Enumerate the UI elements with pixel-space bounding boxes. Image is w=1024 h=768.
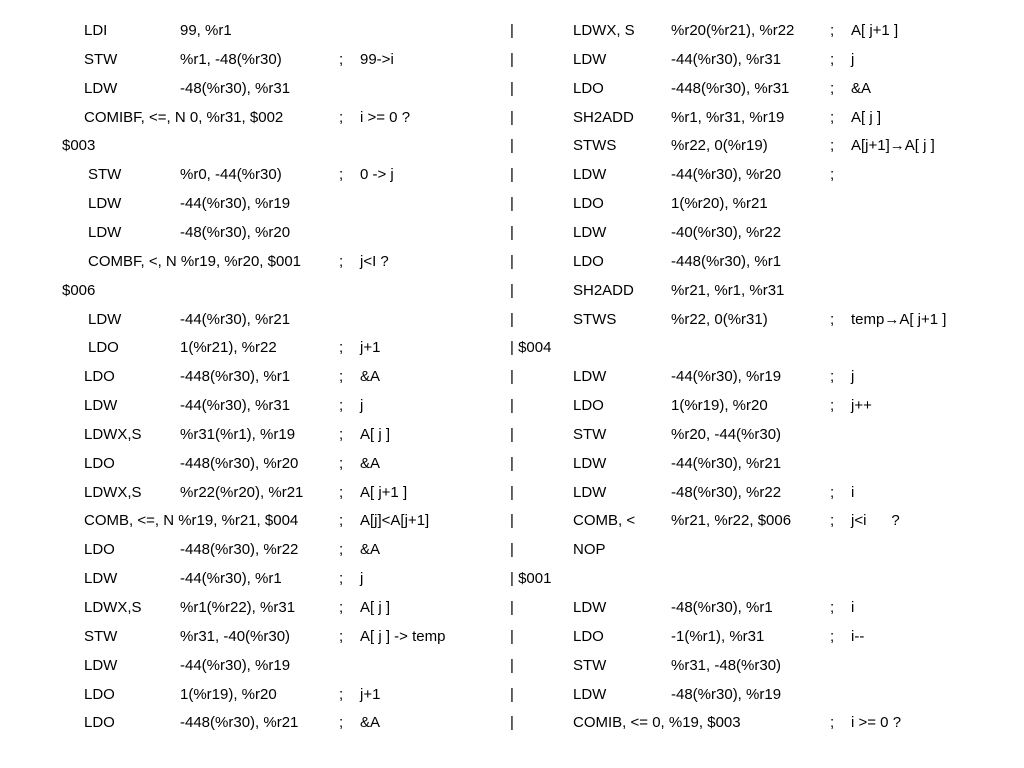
listing-row: [0, 338, 1024, 358]
operands: %r1, -48(%r30): [180, 50, 282, 68]
opcode: STWS: [573, 137, 617, 155]
comment-separator: ;: [830, 310, 835, 328]
opcode: NOP: [573, 541, 606, 559]
comment-separator: ;: [830, 714, 835, 732]
opcode: LDW: [84, 570, 118, 588]
label: $003: [62, 137, 96, 155]
opcode: LDWX,S: [84, 483, 142, 501]
column-separator: |: [510, 79, 514, 97]
listing-row: [0, 685, 1024, 705]
comment: j++: [851, 397, 872, 415]
opcode: STW: [84, 627, 118, 645]
operands: -44(%r30), %r31: [671, 50, 782, 68]
operands: %r1, %r31, %r19: [671, 108, 785, 126]
operands: %r22, 0(%r19): [671, 137, 768, 155]
column-separator: |: [510, 397, 514, 415]
column-separator: |: [510, 50, 514, 68]
opcode: LDW: [573, 368, 607, 386]
opcode: LDW: [573, 483, 607, 501]
operands: -44(%r30), %r20: [671, 166, 782, 184]
operands: -448(%r30), %r1: [180, 368, 291, 386]
comment-separator: ;: [830, 79, 835, 97]
operands: -48(%r30), %r31: [180, 79, 291, 97]
comment: &A: [360, 714, 381, 732]
opcode: LDO: [84, 685, 115, 703]
comment: A[j+1]→A[ j ]: [851, 137, 935, 155]
operands: %r31(%r1), %r19: [180, 425, 296, 443]
comment: A[ j ]: [851, 108, 882, 126]
operands: %r1(%r22), %r31: [180, 599, 296, 616]
comment-separator: ;: [339, 454, 344, 472]
column-separator: |: [510, 368, 514, 386]
operands: 99, %r1: [180, 22, 232, 39]
column-separator: |: [510, 685, 514, 703]
comment-separator: ;: [339, 368, 344, 386]
opcode: COMB, <: [573, 512, 636, 530]
comment: A[ j ] -> temp: [360, 627, 446, 645]
operands: 1(%r21), %r22: [180, 339, 277, 357]
comment-separator: ;: [339, 570, 344, 588]
comment: A[ j+1 ]: [851, 22, 899, 39]
comment-separator: ;: [830, 166, 835, 184]
operands: -44(%r30), %r19: [180, 195, 291, 213]
operands: %r20, -44(%r30): [671, 425, 782, 443]
column-separator: |: [510, 425, 514, 443]
operands: %r21, %r22, $006: [671, 512, 792, 530]
comment-separator: ;: [830, 50, 835, 68]
comment: &A: [360, 541, 381, 559]
comment-separator: ;: [830, 368, 835, 386]
label: $006: [62, 281, 96, 299]
opcode: LDO: [573, 195, 604, 213]
operands: %r20(%r21), %r22: [671, 22, 795, 39]
comment: i >= 0 ?: [360, 108, 411, 126]
opcode: LDWX,S: [84, 599, 142, 616]
opcode: SH2ADD: [573, 281, 634, 299]
listing-row: [0, 454, 1024, 474]
opcode: LDW: [84, 656, 118, 674]
comment: j: [360, 397, 364, 415]
comment-separator: ;: [830, 397, 835, 415]
operands: -44(%r30), %r1: [180, 570, 282, 588]
column-separator: |: [510, 108, 514, 126]
opcode: LDO: [573, 627, 604, 645]
operands: %r31, -48(%r30): [671, 656, 782, 674]
opcode: LDW: [84, 397, 118, 415]
comment-separator: ;: [339, 50, 344, 68]
listing-row: [0, 656, 1024, 676]
comment-separator: ;: [339, 252, 344, 270]
listing-row: [0, 21, 1024, 41]
comment-separator: ;: [339, 108, 344, 126]
comment: &A: [360, 454, 381, 472]
column-separator: |: [510, 22, 514, 39]
listing-row: [0, 425, 1024, 445]
comment-separator: ;: [830, 627, 835, 645]
comment: j: [360, 570, 364, 588]
opcode: LDO: [84, 541, 115, 559]
comment: i >= 0 ?: [851, 714, 902, 732]
opcode: LDO: [84, 714, 115, 732]
opcode: LDW: [84, 79, 118, 97]
opcode: LDI: [84, 22, 108, 39]
comment-separator: ;: [339, 339, 344, 357]
opcode: LDW: [88, 195, 122, 213]
operands: -44(%r30), %r19: [671, 368, 782, 386]
column-separator: |: [510, 656, 514, 674]
opcode: LDW: [573, 599, 607, 616]
operands: %r22(%r20), %r21: [180, 483, 304, 501]
listing-row: [0, 713, 1024, 733]
column-separator: | $004: [510, 339, 552, 357]
column-separator: |: [510, 281, 514, 299]
column-separator: |: [510, 137, 514, 155]
operands: -48(%r30), %r19: [671, 685, 782, 703]
opcode: LDO: [84, 454, 115, 472]
opcode: LDWX,S: [84, 425, 142, 443]
operands: %r22, 0(%r31): [671, 310, 768, 328]
opcode: STW: [84, 50, 118, 68]
operands: -48(%r30), %r22: [671, 483, 782, 501]
comment: A[ j ]: [360, 599, 391, 616]
comment-separator: ;: [339, 483, 344, 501]
opcode: COMBF, <, N %r19, %r20, $001: [88, 252, 302, 270]
comment-separator: ;: [339, 397, 344, 415]
comment: &A: [360, 368, 381, 386]
comment: j: [851, 50, 855, 68]
operands: -40(%r30), %r22: [671, 223, 782, 241]
operands: -448(%r30), %r22: [180, 541, 299, 559]
opcode: LDW: [573, 223, 607, 241]
comment-separator: ;: [339, 425, 344, 443]
listing-row: [0, 165, 1024, 185]
comment-separator: ;: [830, 512, 835, 530]
column-separator: | $001: [510, 570, 552, 588]
listing-row: [0, 79, 1024, 99]
column-separator: |: [510, 714, 514, 732]
opcode: LDW: [573, 166, 607, 184]
listing-row: [0, 540, 1024, 560]
column-separator: |: [510, 483, 514, 501]
comment-separator: ;: [339, 627, 344, 645]
comment: A[ j+1 ]: [360, 483, 408, 501]
opcode: COMIB, <= 0, %19, $003: [573, 714, 741, 732]
comment-separator: ;: [339, 541, 344, 559]
listing-row: [0, 136, 1024, 156]
column-separator: |: [510, 627, 514, 645]
listing-row: [0, 223, 1024, 243]
column-separator: |: [510, 512, 514, 530]
column-separator: |: [510, 166, 514, 184]
opcode: COMB, <=, N %r19, %r21, $004: [84, 512, 299, 530]
operands: -448(%r30), %r20: [180, 454, 299, 472]
operands: -48(%r30), %r20: [180, 223, 291, 241]
comment: &A: [851, 79, 872, 97]
listing-row: [0, 569, 1024, 589]
listing-row: [0, 281, 1024, 301]
comment-separator: ;: [339, 599, 344, 616]
listing-row: [0, 627, 1024, 647]
column-separator: |: [510, 310, 514, 328]
operands: -1(%r1), %r31: [671, 627, 765, 645]
opcode: STW: [573, 656, 607, 674]
listing-row: [0, 194, 1024, 214]
listing-row: [0, 367, 1024, 387]
listing-row: [0, 483, 1024, 503]
comment: 99->i: [360, 50, 394, 68]
operands: -448(%r30), %r31: [671, 79, 790, 97]
column-separator: |: [510, 454, 514, 472]
opcode: LDW: [88, 223, 122, 241]
comment-separator: ;: [830, 108, 835, 126]
column-separator: |: [510, 223, 514, 241]
operands: -44(%r30), %r31: [180, 397, 291, 415]
column-separator: |: [510, 252, 514, 270]
comment: j<I ?: [360, 252, 389, 270]
comment: A[ j ]: [360, 425, 391, 443]
listing-row: [0, 598, 1024, 618]
listing-row: [0, 252, 1024, 272]
opcode: LDO: [84, 368, 115, 386]
opcode: SH2ADD: [573, 108, 634, 126]
comment-separator: ;: [339, 512, 344, 530]
comment: i: [851, 483, 855, 501]
comment: i: [851, 599, 855, 616]
comment: j+1: [360, 339, 381, 357]
opcode: LDW: [573, 50, 607, 68]
listing-row: [0, 396, 1024, 416]
opcode: STW: [573, 425, 607, 443]
comment-separator: ;: [830, 599, 835, 616]
opcode: LDO: [573, 79, 604, 97]
comment: 0 -> j: [360, 166, 394, 184]
listing-row: [0, 108, 1024, 128]
comment-separator: ;: [830, 22, 835, 39]
listing-row: [0, 50, 1024, 70]
opcode: LDW: [573, 685, 607, 703]
comment-separator: ;: [830, 483, 835, 501]
operands: -48(%r30), %r1: [671, 599, 773, 616]
operands: -448(%r30), %r21: [180, 714, 299, 732]
comment: j<i ?: [851, 512, 900, 530]
operands: %r21, %r1, %r31: [671, 281, 785, 299]
opcode: LDO: [573, 252, 604, 270]
comment: i--: [851, 627, 865, 645]
operands: 1(%r19), %r20: [671, 397, 768, 415]
comment: temp→A[ j+1 ]: [851, 310, 947, 328]
comment-separator: ;: [339, 714, 344, 732]
comment-separator: ;: [339, 166, 344, 184]
opcode: LDO: [573, 397, 604, 415]
listing-row: [0, 310, 1024, 330]
comment: j: [851, 368, 855, 386]
opcode: LDW: [573, 454, 607, 472]
opcode: LDO: [88, 339, 119, 357]
comment: A[j]<A[j+1]: [360, 512, 430, 530]
column-separator: |: [510, 541, 514, 559]
operands: -448(%r30), %r1: [671, 252, 782, 270]
comment-separator: ;: [339, 685, 344, 703]
operands: -44(%r30), %r21: [180, 310, 291, 328]
operands: 1(%r20), %r21: [671, 195, 768, 213]
comment-separator: ;: [830, 137, 835, 155]
operands: 1(%r19), %r20: [180, 685, 277, 703]
comment: j+1: [360, 685, 381, 703]
opcode: STWS: [573, 310, 617, 328]
opcode: COMIBF, <=, N 0, %r31, $002: [84, 108, 284, 126]
opcode: LDW: [88, 310, 122, 328]
column-separator: |: [510, 195, 514, 213]
operands: %r31, -40(%r30): [180, 627, 291, 645]
operands: -44(%r30), %r21: [671, 454, 782, 472]
column-separator: |: [510, 599, 514, 616]
operands: %r0, -44(%r30): [180, 166, 282, 184]
opcode: STW: [88, 166, 122, 184]
listing-row: [0, 511, 1024, 531]
operands: -44(%r30), %r19: [180, 656, 291, 674]
opcode: LDWX, S: [573, 22, 635, 39]
